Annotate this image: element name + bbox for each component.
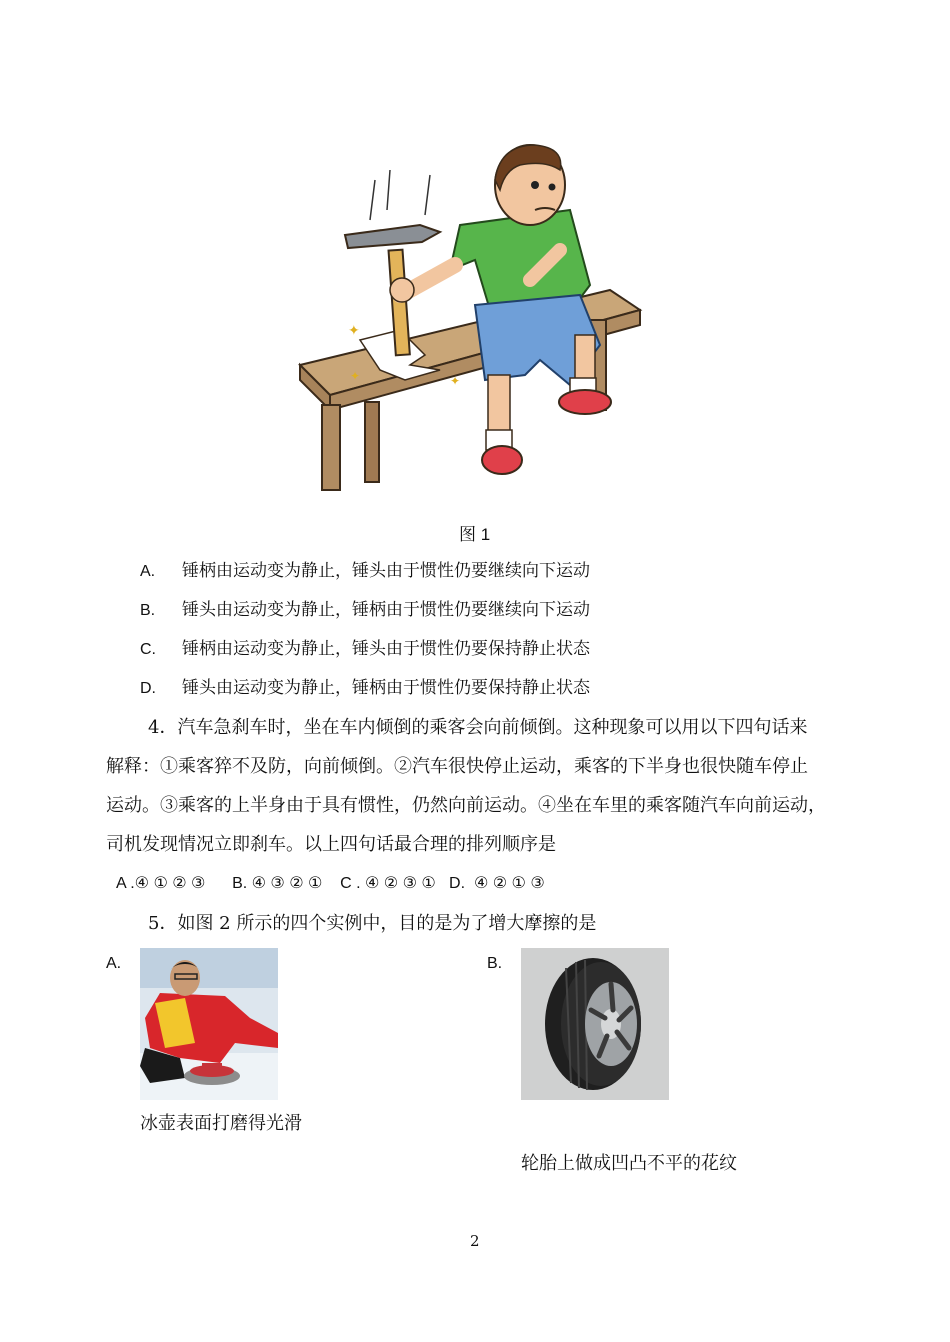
q4-line1: 4．汽车急刹车时，坐在车内倾倒的乘客会向前倾倒。这种现象可以用以下四句话来: [148, 717, 808, 738]
q5-stem: 5．如图 2 所示的四个实例中，目的是为了增大摩擦的是: [148, 913, 597, 934]
option-a-text: 锤柄由运动变为静止，锤头由于惯性仍要继续向下运动: [182, 561, 590, 581]
option-d-label: D.: [140, 680, 156, 697]
option-c: [140, 638, 590, 661]
svg-text:✦: ✦: [450, 374, 461, 388]
tire-photo: [521, 948, 669, 1100]
option-d-text: 锤头由运动变为静止，锤柄由于惯性仍要保持静止状态: [182, 678, 590, 698]
q5-b-label: B.: [487, 955, 503, 972]
q4-options: A .④ ① ② ③ B. ④ ③ ② ① C . ④ ② ③ ① D. ④ ② ① ③: [116, 875, 545, 892]
option-d: [140, 677, 590, 700]
option-b-label: B.: [140, 602, 156, 619]
q5-a-caption: 冰壶表面打磨得光滑: [140, 1113, 302, 1134]
q5-b-caption: 轮胎上做成凹凸不平的花纹: [521, 1153, 737, 1174]
q5-a-label: A.: [106, 955, 122, 972]
option-b-text: 锤头由运动变为静止，锤柄由于惯性仍要继续向下运动: [182, 600, 590, 620]
option-c-label: C.: [140, 641, 156, 658]
svg-text:✦: ✦: [350, 369, 361, 383]
option-c-text: 锤柄由运动变为静止，锤头由于惯性仍要保持静止状态: [182, 639, 590, 659]
page-number: 2: [470, 1232, 480, 1250]
q4-line4: 司机发现情况立即刹车。以上四句话最合理的排列顺序是: [106, 834, 556, 855]
q4-line2: 解释：①乘客猝不及防，向前倾倒。②汽车很快停止运动，乘客的下半身也很快随车停止: [106, 756, 808, 777]
option-b: [140, 599, 590, 622]
hammer-bench-illustration: [290, 140, 660, 500]
option-a-label: A.: [140, 563, 156, 580]
svg-text:✦: ✦: [348, 323, 360, 339]
q4-line3: 运动。③乘客的上半身由于具有惯性，仍然向前运动。④坐在车里的乘客随汽车向前运动，: [106, 795, 826, 816]
figure1-caption: 图 1: [459, 525, 491, 544]
option-a: [140, 560, 590, 583]
curling-photo: [140, 948, 278, 1100]
